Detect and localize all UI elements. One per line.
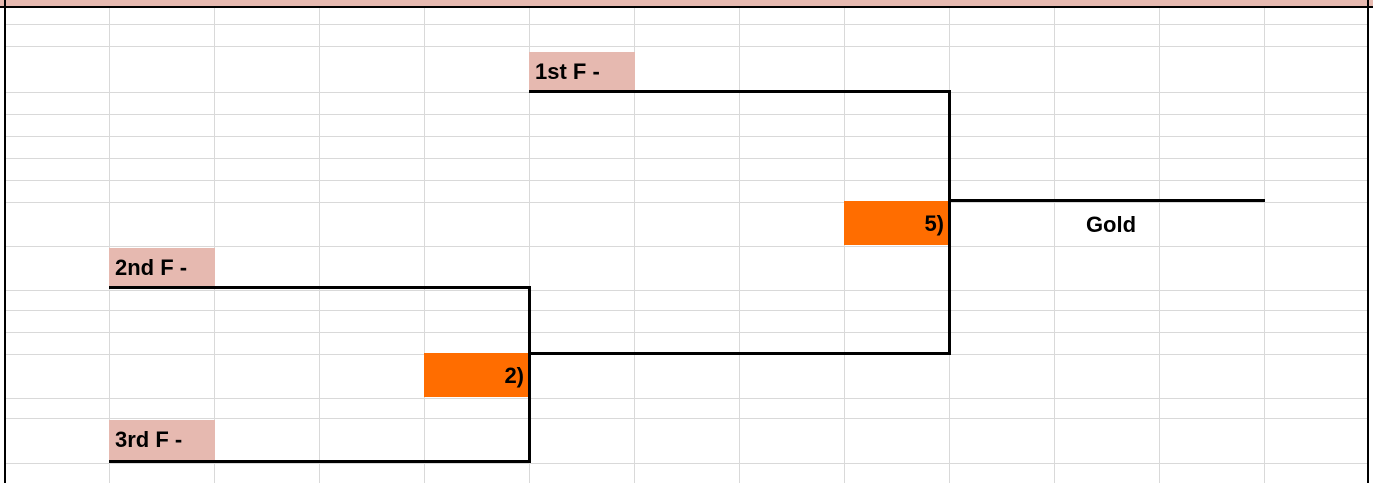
match-5-cell[interactable] [844, 201, 950, 245]
entry-1st-final[interactable] [529, 52, 635, 92]
row-gridline [6, 180, 1367, 181]
bracket-line-2nd-final [109, 286, 530, 289]
row-gridline [6, 202, 1367, 203]
entry-label: 2nd F - [115, 255, 188, 280]
bracket-connector-match-5 [948, 90, 951, 355]
row-gridline [6, 290, 1367, 291]
row-gridline [6, 398, 1367, 399]
gold-label: Gold [1085, 212, 1137, 237]
entry-label: 1st F - [535, 59, 600, 84]
row-gridline [6, 310, 1367, 311]
sheet-left-border [4, 0, 6, 483]
row-gridline [6, 136, 1367, 137]
bracket-line-1st-final [529, 90, 951, 93]
match-number: 5) [924, 211, 944, 236]
row-gridline [6, 463, 1367, 464]
row-gridline [6, 158, 1367, 159]
row-gridline [6, 24, 1367, 25]
entry-label: 3rd F - [115, 427, 183, 452]
row-gridline [6, 46, 1367, 47]
entry-2nd-final[interactable] [109, 248, 215, 288]
row-gridline [6, 114, 1367, 115]
row-gridline [6, 246, 1367, 247]
bracket-connector-match-2 [528, 286, 531, 463]
entry-3rd-final[interactable] [109, 420, 215, 460]
match-2-cell[interactable] [424, 353, 530, 397]
match-number: 2) [504, 363, 524, 388]
header-band [0, 0, 1373, 8]
row-gridline [6, 332, 1367, 333]
sheet-right-border [1367, 0, 1369, 483]
bracket-line-match-2-winner [528, 352, 951, 355]
bracket-line-gold [948, 199, 1265, 202]
row-gridline [6, 418, 1367, 419]
bracket-line-3rd-final [109, 460, 531, 463]
